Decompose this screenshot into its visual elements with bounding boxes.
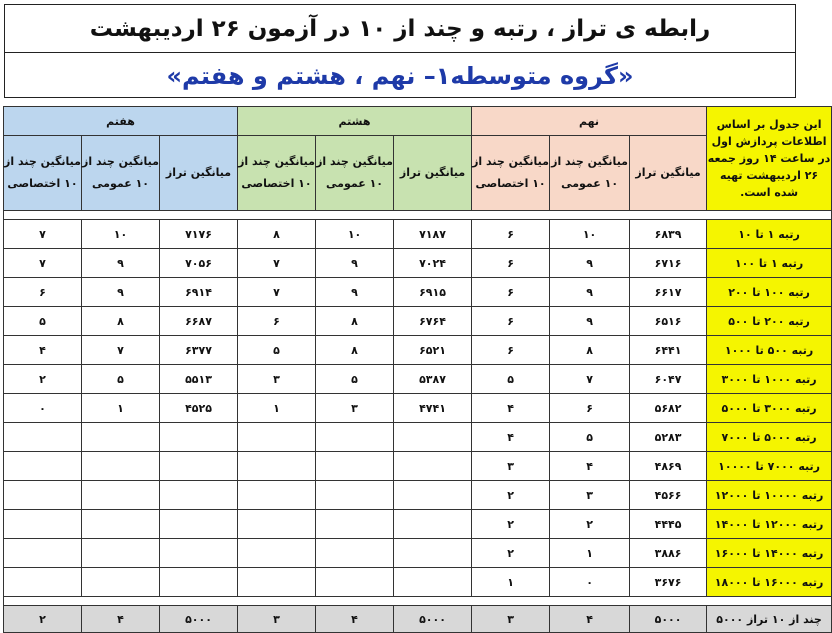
value-cell (394, 481, 472, 510)
value-cell: ۹ (550, 307, 630, 336)
value-cell: ۶ (238, 307, 316, 336)
column-header: میانگین چند از ۱۰ عمومی (316, 136, 394, 211)
value-cell (4, 568, 82, 597)
value-cell: ۶۶۸۷ (160, 307, 238, 336)
value-cell: ۴ (4, 336, 82, 365)
footer-value-cell: ۲ (4, 606, 82, 633)
value-cell: ۶ (472, 307, 550, 336)
column-header: میانگین چند از ۱۰ عمومی (82, 136, 160, 211)
table-row (4, 220, 832, 249)
value-cell: ۹ (316, 249, 394, 278)
value-cell: ۶ (4, 278, 82, 307)
value-cell: ۳ (316, 394, 394, 423)
value-cell: ۷ (238, 249, 316, 278)
value-cell (394, 539, 472, 568)
value-cell: ۵ (82, 365, 160, 394)
rank-range-cell: رتبه ۵۰۰۰ تا ۷۰۰۰ (707, 423, 832, 452)
footer-row (4, 606, 832, 633)
value-cell: ۳ (550, 481, 630, 510)
value-cell (238, 423, 316, 452)
value-cell: ۶۸۳۹ (630, 220, 707, 249)
rank-range-cell: رتبه ۱ تا ۱۰ (707, 220, 832, 249)
footer-value-cell: ۳ (238, 606, 316, 633)
value-cell (4, 539, 82, 568)
value-cell: ۸ (238, 220, 316, 249)
spacer-row (4, 597, 832, 606)
value-cell: ۲ (550, 510, 630, 539)
value-cell (160, 510, 238, 539)
value-cell (160, 423, 238, 452)
column-header: میانگین تراز (160, 136, 238, 211)
value-cell: ۸ (550, 336, 630, 365)
value-cell: ۶۷۶۴ (394, 307, 472, 336)
value-cell (238, 452, 316, 481)
value-cell (394, 568, 472, 597)
value-cell: ۷ (550, 365, 630, 394)
rank-range-cell: رتبه ۱۰۰ تا ۲۰۰ (707, 278, 832, 307)
value-cell: ۱ (238, 394, 316, 423)
table-row (4, 568, 832, 597)
value-cell: ۷۰۵۶ (160, 249, 238, 278)
footer-value-cell: ۵۰۰۰ (160, 606, 238, 633)
value-cell: ۵ (472, 365, 550, 394)
title-box (4, 4, 796, 98)
rank-range-cell: رتبه ۵۰۰ تا ۱۰۰۰ (707, 336, 832, 365)
value-cell: ۲ (472, 481, 550, 510)
table-row (4, 249, 832, 278)
rank-range-cell: رتبه ۱ تا ۱۰۰ (707, 249, 832, 278)
value-cell: ۱ (472, 568, 550, 597)
value-cell: ۵۳۸۷ (394, 365, 472, 394)
value-cell: ۱۰ (82, 220, 160, 249)
value-cell: ۹ (82, 278, 160, 307)
footer-value-cell: ۴ (316, 606, 394, 633)
value-cell: ۲ (472, 510, 550, 539)
value-cell: ۸ (316, 336, 394, 365)
rank-range-cell: رتبه ۱۰۰۰۰ تا ۱۲۰۰۰ (707, 481, 832, 510)
rank-range-cell: رتبه ۲۰۰ تا ۵۰۰ (707, 307, 832, 336)
value-cell: ۶ (472, 278, 550, 307)
table-row (4, 423, 832, 452)
rank-range-cell: رتبه ۳۰۰۰ تا ۵۰۰۰ (707, 394, 832, 423)
value-cell: ۷۰۲۴ (394, 249, 472, 278)
value-cell: ۵ (550, 423, 630, 452)
value-cell: ۹ (316, 278, 394, 307)
value-cell (238, 481, 316, 510)
value-cell: ۴۸۶۹ (630, 452, 707, 481)
column-header: میانگین چند از ۱۰ عمومی (550, 136, 630, 211)
value-cell (238, 510, 316, 539)
column-header: میانگین تراز (394, 136, 472, 211)
value-cell: ۴۷۴۱ (394, 394, 472, 423)
value-cell (316, 423, 394, 452)
value-cell: ۶۴۴۱ (630, 336, 707, 365)
value-cell: ۵ (316, 365, 394, 394)
value-cell (238, 539, 316, 568)
value-cell: ۴۴۴۵ (630, 510, 707, 539)
rank-range-cell: رتبه ۷۰۰۰ تا ۱۰۰۰۰ (707, 452, 832, 481)
value-cell: ۹ (82, 249, 160, 278)
value-cell (4, 481, 82, 510)
value-cell: ۶ (472, 336, 550, 365)
spacer-row (4, 211, 832, 220)
value-cell (394, 510, 472, 539)
value-cell (4, 423, 82, 452)
value-cell: ۷۱۸۷ (394, 220, 472, 249)
page-subtitle: «گروه متوسطه۱– نهم ، هشتم و هفتم» (166, 61, 634, 90)
value-cell: ۶۵۱۶ (630, 307, 707, 336)
page-title: رابطه ی تراز ، رتبه و چند از ۱۰ در آزمون ۲۶ اردیبهشت (5, 5, 795, 53)
value-cell: ۱۰ (316, 220, 394, 249)
value-cell (160, 568, 238, 597)
value-cell: ۳۸۸۶ (630, 539, 707, 568)
value-cell (160, 452, 238, 481)
footer-value-cell: ۵۰۰۰ (394, 606, 472, 633)
value-cell (394, 452, 472, 481)
column-header: میانگین چند از ۱۰ اختصاصی (472, 136, 550, 211)
value-cell: ۱۰ (550, 220, 630, 249)
value-cell (82, 510, 160, 539)
value-cell: ۵ (238, 336, 316, 365)
value-cell: ۶۶۱۷ (630, 278, 707, 307)
value-cell (394, 423, 472, 452)
value-cell (316, 539, 394, 568)
value-cell: ۶ (472, 220, 550, 249)
value-cell: ۶۷۱۶ (630, 249, 707, 278)
value-cell (82, 452, 160, 481)
value-cell: ۲ (4, 365, 82, 394)
value-cell (316, 481, 394, 510)
value-cell (82, 539, 160, 568)
value-cell: ۶ (472, 249, 550, 278)
value-cell: ۹ (550, 249, 630, 278)
table-row (4, 481, 832, 510)
value-cell: ۳ (472, 452, 550, 481)
value-cell: ۷ (238, 278, 316, 307)
footer-value-cell: ۴ (82, 606, 160, 633)
value-cell: ۷۱۷۶ (160, 220, 238, 249)
value-cell: ۶۹۱۵ (394, 278, 472, 307)
footer-value-cell: ۵۰۰۰ (630, 606, 707, 633)
value-cell: ۳ (238, 365, 316, 394)
table-row (4, 452, 832, 481)
value-cell (316, 568, 394, 597)
value-cell: ۹ (550, 278, 630, 307)
results-table (3, 106, 832, 633)
value-cell: ۴ (472, 423, 550, 452)
value-cell: ۳۶۷۶ (630, 568, 707, 597)
value-cell (82, 568, 160, 597)
table-row (4, 510, 832, 539)
value-cell: ۶۰۴۷ (630, 365, 707, 394)
value-cell: ۷ (4, 249, 82, 278)
value-cell: ۴ (472, 394, 550, 423)
footer-value-cell: ۴ (550, 606, 630, 633)
rank-range-cell: رتبه ۱۶۰۰۰ تا ۱۸۰۰۰ (707, 568, 832, 597)
value-cell: ۱ (82, 394, 160, 423)
value-cell (4, 452, 82, 481)
value-cell: ۵ (4, 307, 82, 336)
footer-label: چند از ۱۰ تراز ۵۰۰۰ (707, 606, 832, 633)
value-cell: ۴۵۶۶ (630, 481, 707, 510)
rank-range-cell: رتبه ۱۰۰۰ تا ۳۰۰۰ (707, 365, 832, 394)
table-row (4, 365, 832, 394)
value-cell: ۵۵۱۳ (160, 365, 238, 394)
value-cell (4, 510, 82, 539)
value-cell (160, 481, 238, 510)
value-cell: ۲ (472, 539, 550, 568)
group-header-seventh: هفتم (4, 107, 238, 136)
value-cell (160, 539, 238, 568)
column-header: میانگین چند از ۱۰ اختصاصی (238, 136, 316, 211)
value-cell: ۶ (550, 394, 630, 423)
footer-value-cell: ۳ (472, 606, 550, 633)
value-cell: ۷ (4, 220, 82, 249)
value-cell: ۰ (550, 568, 630, 597)
rank-range-cell: رتبه ۱۴۰۰۰ تا ۱۶۰۰۰ (707, 539, 832, 568)
info-note: این جدول بر اساس اطلاعات پردازش اول در ساعت ۱۴ روز جمعه ۲۶ اردیبهشت تهیه شده است. (707, 107, 832, 211)
table-row (4, 394, 832, 423)
value-cell: ۴ (550, 452, 630, 481)
column-header: میانگین چند از ۱۰ اختصاصی (4, 136, 82, 211)
value-cell: ۶۳۷۷ (160, 336, 238, 365)
table-row (4, 307, 832, 336)
value-cell (82, 423, 160, 452)
value-cell: ۱ (550, 539, 630, 568)
table-row (4, 336, 832, 365)
value-cell (316, 510, 394, 539)
value-cell: ۸ (316, 307, 394, 336)
table-row (4, 278, 832, 307)
value-cell: ۷ (82, 336, 160, 365)
value-cell: ۴۵۲۵ (160, 394, 238, 423)
value-cell: ۵۶۸۲ (630, 394, 707, 423)
value-cell: ۶۵۲۱ (394, 336, 472, 365)
value-cell (316, 452, 394, 481)
table-row (4, 539, 832, 568)
rank-range-cell: رتبه ۱۲۰۰۰ تا ۱۴۰۰۰ (707, 510, 832, 539)
value-cell: ۶۹۱۴ (160, 278, 238, 307)
group-header-ninth: نهم (472, 107, 707, 136)
value-cell (82, 481, 160, 510)
column-header: میانگین تراز (630, 136, 707, 211)
value-cell: ۵۲۸۳ (630, 423, 707, 452)
value-cell (238, 568, 316, 597)
group-header-eighth: هشتم (238, 107, 472, 136)
value-cell: ۰ (4, 394, 82, 423)
value-cell: ۸ (82, 307, 160, 336)
